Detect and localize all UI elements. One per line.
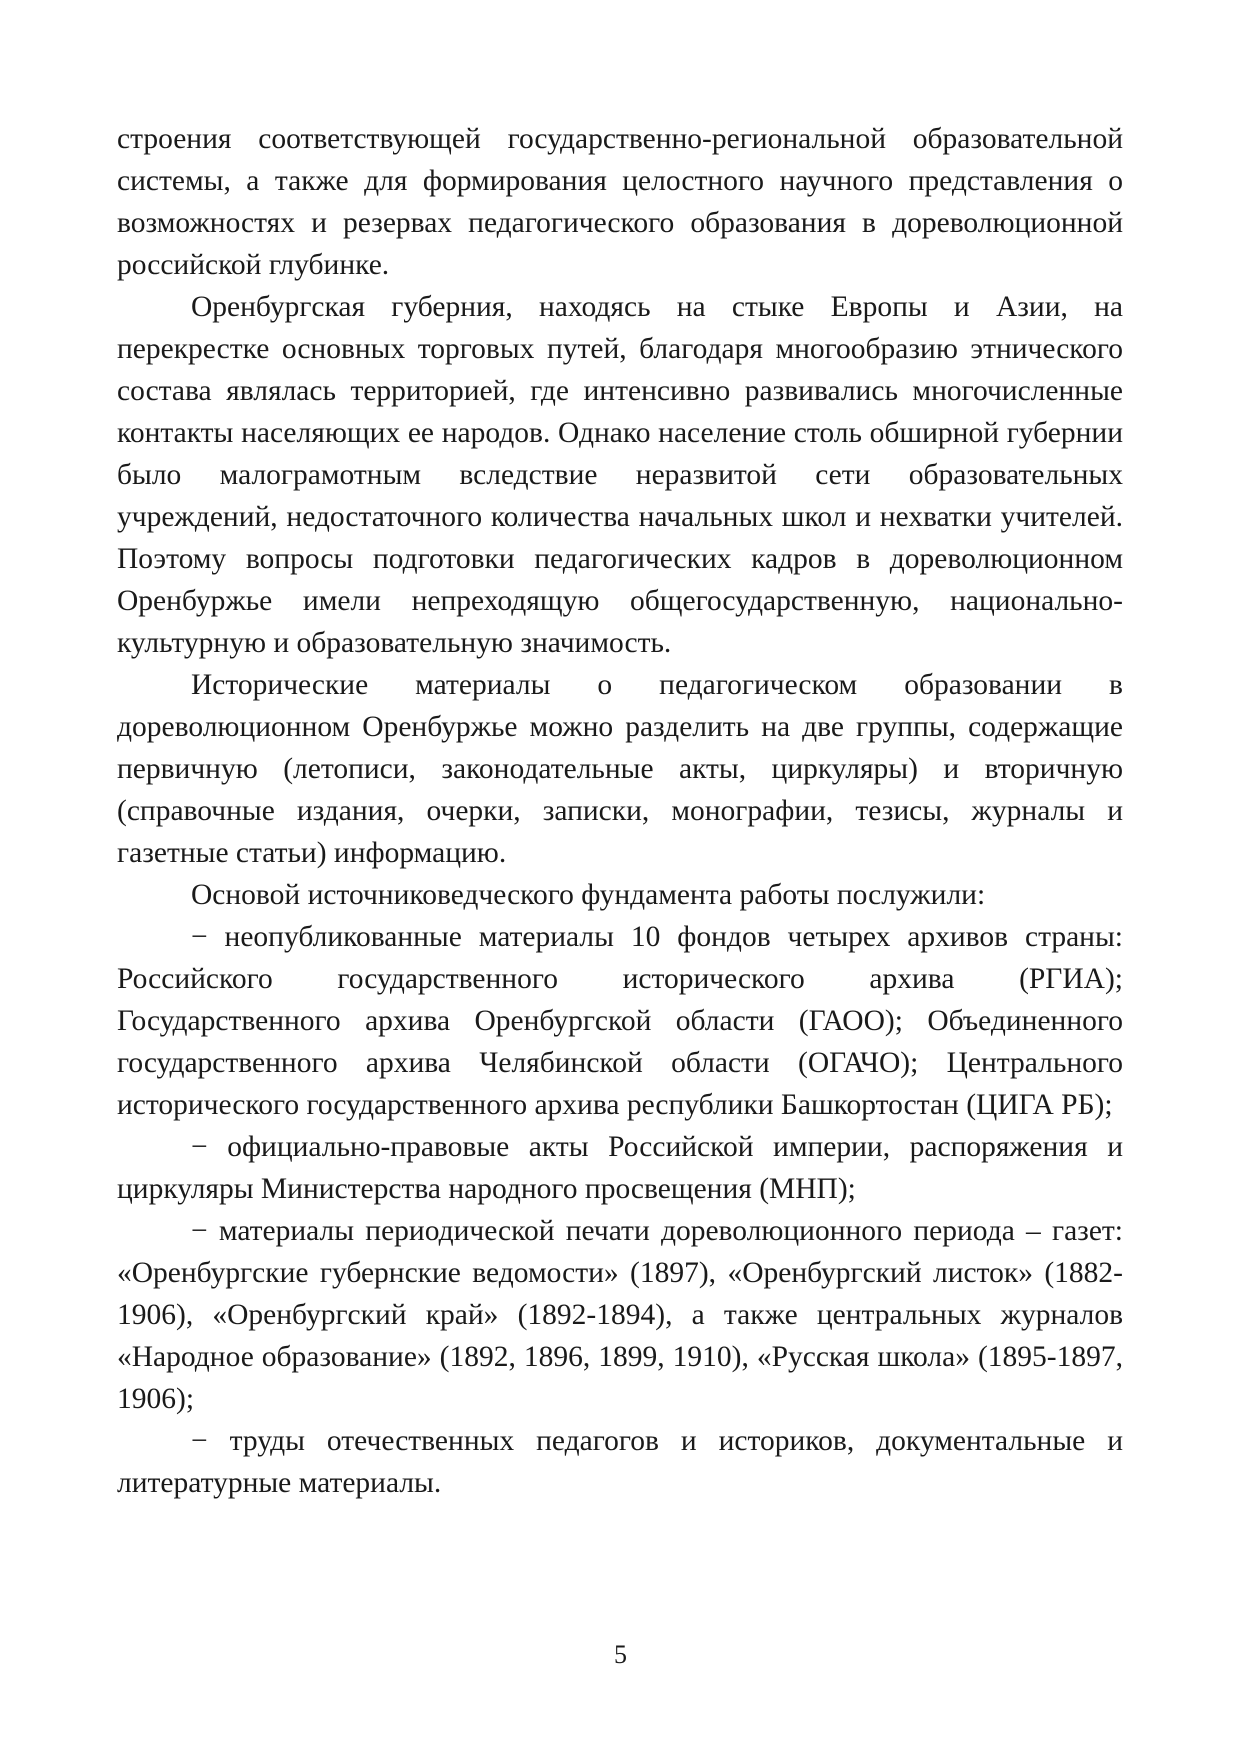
page-number: 5 xyxy=(614,1640,627,1669)
list-item-archives: − неопубликованные материалы 10 фондов четырех архивов страны: Российского государственного исторического архива (РГИА); Государственного архива Оренбургской области (ГАОО); Объединенного государственного архива Челябинской области (ОГАЧО); Центрального исторического государственного архива республики Башкортостан (ЦИГА РБ); xyxy=(117,921,1123,1121)
list-item-works: − труды отечественных педагогов и историков, документальные и литературные материалы. xyxy=(117,1425,1123,1499)
paragraph-2: Оренбургская губерния, находясь на стыке Европы и Азии, на перекрестке основных торговых путей, благодаря многообразию этнического состава являлась территорией, где интенсивно развивались многочисленные контакты населяющих ее народов. Однако население столь обширной губернии было малограмотным вследствие неразвитой сети образовательных учреждений, недостаточного количества начальных школ и нехватки учителей. Поэтому вопросы подготовки педагогических кадров в дореволюционном Оренбуржье имели непреходящую общегосударственную, национально-культурную и образовательную значимость. xyxy=(117,291,1123,659)
paragraph-4: Основой источниковедческого фундамента работы послужили: xyxy=(191,879,986,911)
list-item-legal-acts: − официально-правовые акты Российской империи, распоряжения и циркуляры Министерства народного просвещения (МНП); xyxy=(117,1131,1123,1205)
paragraph-3: Исторические материалы о педагогическом образовании в дореволюционном Оренбуржье можно разделить на две группы, содержащие первичную (летописи, законодательные акты, циркуляры) и вторичную (справочные издания, очерки, записки, монографии, тезисы, журналы и газетные статьи) информацию. xyxy=(117,669,1123,869)
paragraph-1: строения соответствующей государственно-региональной образовательной системы, а также для формирования целостного научного представления о возможностях и резервах педагогического образования в дореволюционной российской глубинке. xyxy=(117,123,1123,281)
body-text xyxy=(117,118,1123,1504)
list-item-periodicals: − материалы периодической печати дореволюционного периода – газет: «Оренбургские губернские ведомости» (1897), «Оренбургский листок» (1882-1906), «Оренбургский край» (1892-1894), а также центральных журналов «Народное образование» (1892, 1896, 1899, 1910), «Русская школа» (1895-1897, 1906); xyxy=(117,1215,1123,1415)
